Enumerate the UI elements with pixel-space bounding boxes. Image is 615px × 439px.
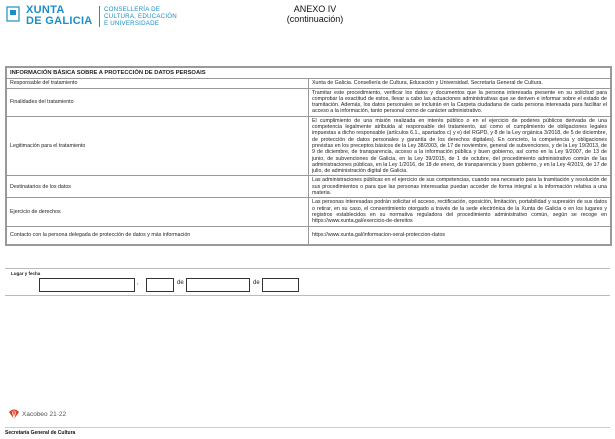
row-label: Legitimación para el tratamiento (7, 116, 309, 176)
place-date-label: Lugar y fecha (11, 271, 41, 276)
scallop-shell-icon (8, 408, 20, 420)
day-field[interactable] (146, 278, 174, 292)
row-text: Las personas interesadas podrán solicitar el acceso, rectificación, oposición, limitación, portabilidad y supresión de sus datos o retirar, en su caso, el consentimiento otorgado a través de la sede electrónica de la Xunta de Galicia o en los lugares y registros establecidos en su normativa reguladora del procedimiento administrativo común, según se recoge en https://www.xunta.gal/exercicio-de-dereitos (309, 198, 611, 226)
xacobeo-text: Xacobeo 21·22 (22, 411, 67, 418)
table-title: INFORMACIÓN BÁSICA SOBRE A PROTECCIÓN DE DATOS PERSOAIS (7, 68, 611, 79)
row-label: Responsable del tratamiento (7, 79, 309, 88)
row-text: Las administraciones públicas en el ejercicio de sus competencias, cuando sea necesario para la tramitación y resolución de sus procedimientos o para que las personas interesadas puedan acceder de forma integral a la información relativa a una materia. (309, 176, 611, 198)
row-label: Destinatarios de los datos (7, 176, 309, 198)
row-label: Contacto con la persona delegada de protección de datos y más información (7, 226, 309, 244)
dept-line2: CULTURA, EDUCACIÓN (104, 13, 177, 20)
brand-line1: XUNTA (26, 4, 65, 16)
table-row (7, 88, 611, 116)
de-separator-2: de (253, 280, 260, 286)
xunta-logo (6, 3, 226, 33)
table-row (7, 226, 611, 244)
de-separator-1: de (177, 280, 184, 286)
brand-name (26, 5, 93, 27)
annex-subtitle: (continuación) (286, 14, 344, 24)
comma-separator: , (137, 280, 139, 286)
month-field[interactable] (186, 278, 250, 292)
brand-line2: DE GALICIA (26, 15, 93, 27)
row-text: El cumplimiento de una misión realizada en interés público o en el ejercicio de poderes públicos derivada de una competencia legalmente atribuida al responsable del tratamiento, así como el cumplimiento de obligaciones legales impuestas a dicho responsable (artículos 6.1., apartados c) y e) del RGPD, y 8 de la Ley orgánica 3/2018, de 5 de diciembre, de protección de datos personales y garantía de los derechos digitales). En concreto, la competencia y obligaciones previstas en los preceptos básicos de la Ley 38/2003, de 17 de noviembre, general de subvenciones, y de la Ley 19/2013, de 9 de diciembre, de transparencia, acceso a la información pública y buen gobierno, así como en la Ley 9/2007, de 13 de junio, de subvenciones de Galicia, en la Ley 39/2015, de 1 de octubre, del procedimiento administrativo común de las administraciones públicas, en la Ley 1/2016, de 18 de enero, de transparencia y buen gobierno, y en la Ley 4/2019, de 17 de julio, de administración digital de Galicia. (309, 116, 611, 176)
row-text: Xunta de Galicia. Consellería de Cultura, Educación y Universidad. Secretaría General de Cultura. (309, 79, 611, 88)
footer-divider (5, 427, 610, 428)
footer-org: Secretaría General de Cultura (5, 430, 76, 436)
row-label: Ejercicio de derechos (7, 198, 309, 226)
dept-line1: CONSELLERÍA DE (104, 6, 161, 13)
department-name (99, 6, 177, 27)
table-row (7, 198, 611, 226)
table-row (7, 116, 611, 176)
annex-title: ANEXO IV (293, 4, 337, 14)
table-row (7, 79, 611, 88)
row-text: Tramitar este procedimiento, verificar los datos y documentos que la persona interesada presente en su solicitud para comprobar la exactitud de estos, llevar a cabo las actuaciones administrativas que se deriven e informar sobre el estado de tramitación. Además, los datos personales se incluirán en la Carpeta ciudadana de cada persona interesada para facilitar el acceso a la información, tanto personal como de carácter administrativo. (309, 88, 611, 116)
data-protection-table (5, 66, 612, 246)
row-text: https://www.xunta.gal/informacion-xeral-proteccion-datos (309, 226, 611, 244)
dept-line3: E UNIVERSIDADE (104, 20, 160, 27)
galicia-shield-icon (6, 6, 20, 22)
table-row (7, 176, 611, 198)
year-field[interactable] (262, 278, 299, 292)
place-date-section (5, 268, 610, 296)
row-label: Finalidades del tratamiento (7, 88, 309, 116)
place-field[interactable] (39, 278, 135, 292)
annex-heading (255, 4, 375, 24)
